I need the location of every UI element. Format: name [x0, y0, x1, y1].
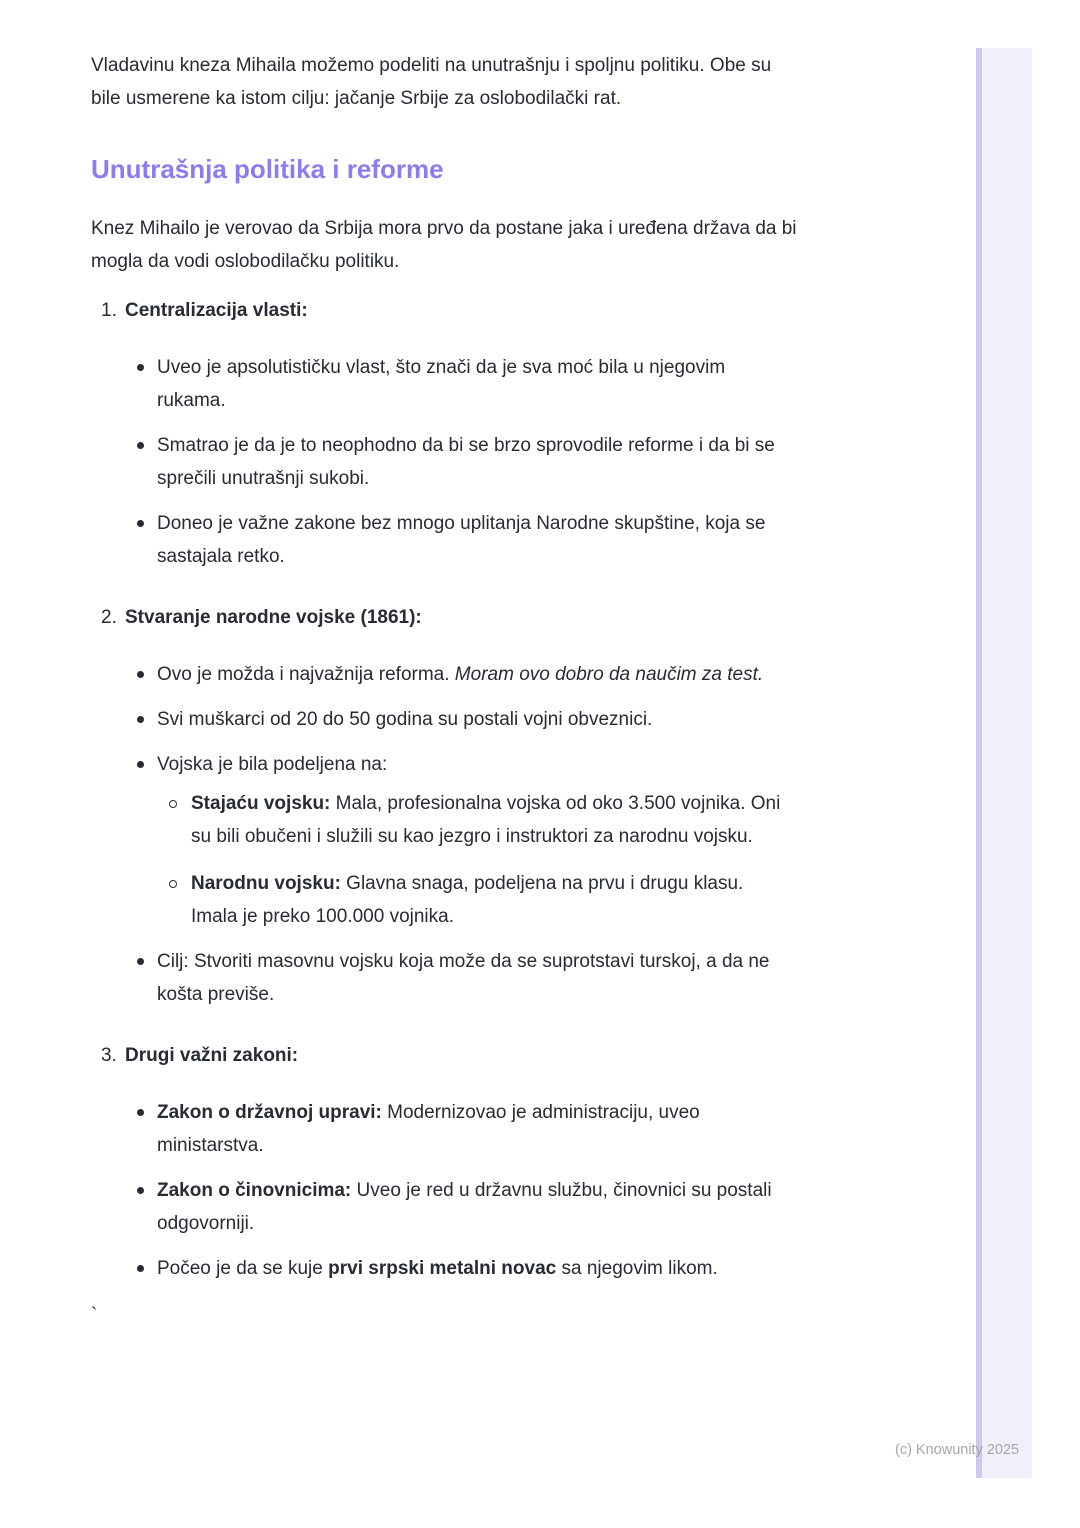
sub-bullet-text [191, 793, 780, 847]
bullet-dot-icon [137, 716, 144, 723]
bullet-item [91, 429, 795, 495]
item-title: Centralizacija vlasti: [125, 300, 308, 321]
bullet-dot-icon [137, 761, 144, 768]
item-number: 2. [101, 607, 117, 628]
bold-text-run: prvi srpski metalni novac [328, 1258, 557, 1279]
bullet-text [157, 1102, 700, 1156]
text-run: Cilj: Stvoriti masovnu vojsku koja može da se suprotstavi turskoj, a da ne košta previše. [157, 951, 770, 1005]
bullet-item [91, 703, 795, 736]
bullet-item [91, 1252, 795, 1285]
bullet-dot-icon [137, 1187, 144, 1194]
bullet-text [157, 951, 770, 1005]
bullet-text [157, 1180, 772, 1234]
bullet-circle-icon [169, 880, 177, 888]
footer-credit: (c) Knowunity 2025 [895, 1442, 1020, 1458]
bullet-item [91, 351, 795, 417]
bullet-text [157, 435, 775, 489]
bullet-list-2 [91, 658, 847, 1011]
text-run: sa njegovim likom. [556, 1258, 718, 1279]
text-run: Glavna snaga, podeljena na prvu i drugu klasu. Imala je preko 100.000 vojnika. [191, 873, 744, 927]
bullet-list-1 [91, 351, 847, 573]
bold-text-run: Zakon o državnoj upravi: [157, 1102, 382, 1123]
bullet-list-3 [91, 1096, 847, 1285]
bullet-dot-icon [137, 1109, 144, 1116]
bullet-item [91, 945, 795, 1011]
numbered-item-1 [91, 294, 847, 327]
side-accent-bar [976, 48, 1032, 1478]
section-heading: Unutrašnja politika i reforme [91, 154, 444, 184]
bullet-item [91, 507, 795, 573]
bullet-circle-icon [169, 800, 177, 808]
text-run: Svi muškarci od 20 do 50 godina su postali vojni obveznici. [157, 709, 653, 730]
item-title: Stvaranje narodne vojske (1861): [125, 607, 422, 628]
bold-text-run: Zakon o činovnicima: [157, 1180, 352, 1201]
text-run: Ovo je možda i najvažnija reforma. [157, 664, 455, 685]
document-body [91, 49, 847, 1351]
sub-bullet-item [157, 787, 795, 853]
bullet-text [157, 513, 765, 567]
intro-paragraph: Vladavinu kneza Mihaila možemo podeliti na unutrašnju i spoljnu politiku. Obe su bile usmerene ka istom cilju: jačanje Srbije za oslobodilački rat. [91, 55, 772, 109]
numbered-item-2 [91, 601, 847, 634]
lead-paragraph: Knez Mihailo je verovao da Srbija mora prvo da postane jaka i uređena država da bi mogla da vodi oslobodilačku politiku. [91, 218, 797, 272]
stray-backtick: ` [91, 1305, 98, 1326]
item-number: 3. [101, 1045, 117, 1066]
bullet-dot-icon [137, 1265, 144, 1272]
bold-text-run: Stajaću vojsku: [191, 793, 331, 814]
bullet-dot-icon [137, 442, 144, 449]
bullet-item [91, 658, 795, 691]
bullet-item [91, 748, 795, 933]
text-run: Vojska je bila podeljena na: [157, 754, 388, 775]
bullet-text [157, 1258, 718, 1279]
item-title: Drugi važni zakoni: [125, 1045, 299, 1066]
bullet-item [91, 1174, 795, 1240]
bullet-text [157, 664, 763, 685]
sub-bullet-text [191, 873, 743, 927]
sub-bullet-list [157, 787, 795, 933]
text-run: Uveo je red u državnu službu, činovnici su postali odgovorniji. [157, 1180, 772, 1234]
bullet-dot-icon [137, 520, 144, 527]
bullet-dot-icon [137, 364, 144, 371]
bullet-item [91, 1096, 795, 1162]
bullet-text [157, 357, 725, 411]
text-run: Doneo je važne zakone bez mnogo uplitanja Narodne skupštine, koja se sastajala retko. [157, 513, 766, 567]
text-run: Modernizovao je administraciju, uveo ministarstva. [157, 1102, 700, 1156]
italic-text-run: Moram ovo dobro da naučim za test. [454, 664, 764, 685]
text-run: Uveo je apsolutističku vlast, što znači da je sva moć bila u njegovim rukama. [157, 357, 726, 411]
bullet-dot-icon [137, 958, 144, 965]
numbered-item-3 [91, 1039, 847, 1072]
bullet-text [157, 709, 652, 730]
text-run: Smatrao je da je to neophodno da bi se brzo sprovodile reforme i da bi se sprečili unutrašnji sukobi. [157, 435, 775, 489]
sub-bullet-item [157, 867, 795, 933]
text-run: Počeo je da se kuje [157, 1258, 329, 1279]
bullet-text [157, 754, 387, 775]
bold-text-run: Narodnu vojsku: [191, 873, 341, 894]
text-run: Mala, profesionalna vojska od oko 3.500 vojnika. Oni su bili obučeni i služili su kao jezgro i instruktori za narodnu vojsku. [191, 793, 781, 847]
item-number: 1. [101, 300, 117, 321]
bullet-dot-icon [137, 671, 144, 678]
